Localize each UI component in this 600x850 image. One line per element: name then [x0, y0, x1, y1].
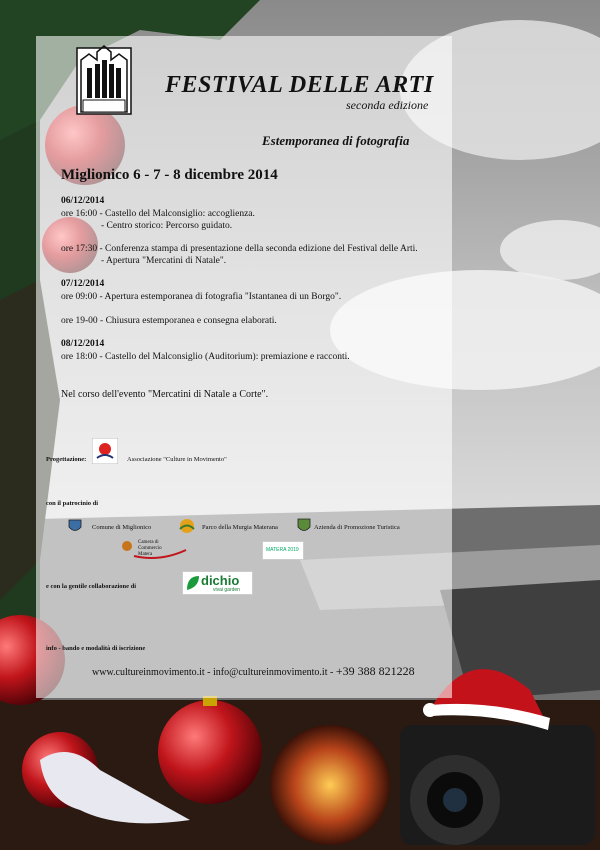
event-subtitle: Estemporanea di fotografia — [262, 133, 410, 148]
day1-date: 06/12/2014 — [61, 196, 105, 206]
schedule-line: ore 17:30 - Conferenza stampa di presentazione della seconda edizione del Festival delle Arti. — [61, 244, 418, 254]
separator: - — [329, 667, 336, 678]
website-link[interactable]: www.cultureinmovimento.it — [92, 667, 205, 678]
edition-label: seconda edizione — [346, 98, 429, 112]
schedule-line: ore 19-00 - Chiusura estemporanea e consegna elaborati. — [61, 316, 277, 326]
phone-number: +39 388 821228 — [335, 664, 415, 678]
apt-crest-icon — [297, 518, 311, 534]
dichio-sub: vivai garden — [213, 587, 240, 593]
event-note: Nel corso dell'evento "Mercatini di Natale a Corte". — [61, 389, 269, 400]
parco-murgia-logo — [176, 518, 198, 534]
camera-commercio-swoosh — [132, 548, 188, 560]
collab-label: e con la gentile collaborazione di — [46, 583, 137, 590]
design-label: Progettazione: — [46, 456, 87, 463]
dichio-brand: dichio — [201, 573, 240, 588]
castle-logo — [73, 40, 135, 122]
dichio-leaf-icon — [186, 575, 200, 591]
schedule-line: - Apertura "Mercatini di Natale". — [101, 256, 227, 266]
schedule-line: ore 16:00 - Castello del Malconsiglio: accoglienza. — [61, 209, 255, 219]
schedule-line: ore 09:00 - Apertura estemporanea di fotografia "Istantanea di un Borgo". — [61, 292, 342, 302]
page-title: FESTIVAL DELLE ARTI — [165, 72, 434, 98]
matera-2019-logo — [262, 541, 304, 560]
email-link[interactable]: info@cultureinmovimento.it — [213, 667, 328, 678]
design-org: Associazione "Culture in Movimento" — [127, 456, 227, 463]
patron-name: Parco della Murgia Materana — [202, 524, 278, 531]
event-dates: Miglionico 6 - 7 - 8 dicembre 2014 — [61, 167, 278, 183]
culture-in-movimento-logo — [92, 438, 118, 464]
schedule-line: ore 18:00 - Castello del Malconsiglio (Auditorium): premiazione e racconti. — [61, 352, 350, 362]
separator: - — [207, 667, 214, 678]
comune-crest-icon — [67, 518, 83, 534]
info-label: info - bando e modalità di iscrizione — [46, 645, 146, 652]
patron-name: Comune di Miglionico — [92, 524, 152, 531]
patron-name: Azienda di Promozione Turistica — [314, 524, 400, 531]
matera-2019-text: MATERA 2019 — [266, 547, 299, 553]
day3-date: 08/12/2014 — [61, 339, 105, 349]
patronage-label: con il patrocinio di — [46, 500, 99, 507]
schedule-line: - Centro storico: Percorso guidato. — [101, 221, 233, 231]
dichio-logo — [182, 571, 253, 595]
contacts-line — [92, 664, 415, 679]
day2-date: 07/12/2014 — [61, 279, 105, 289]
patron-name: Camera di Commercio Matera — [138, 540, 162, 557]
